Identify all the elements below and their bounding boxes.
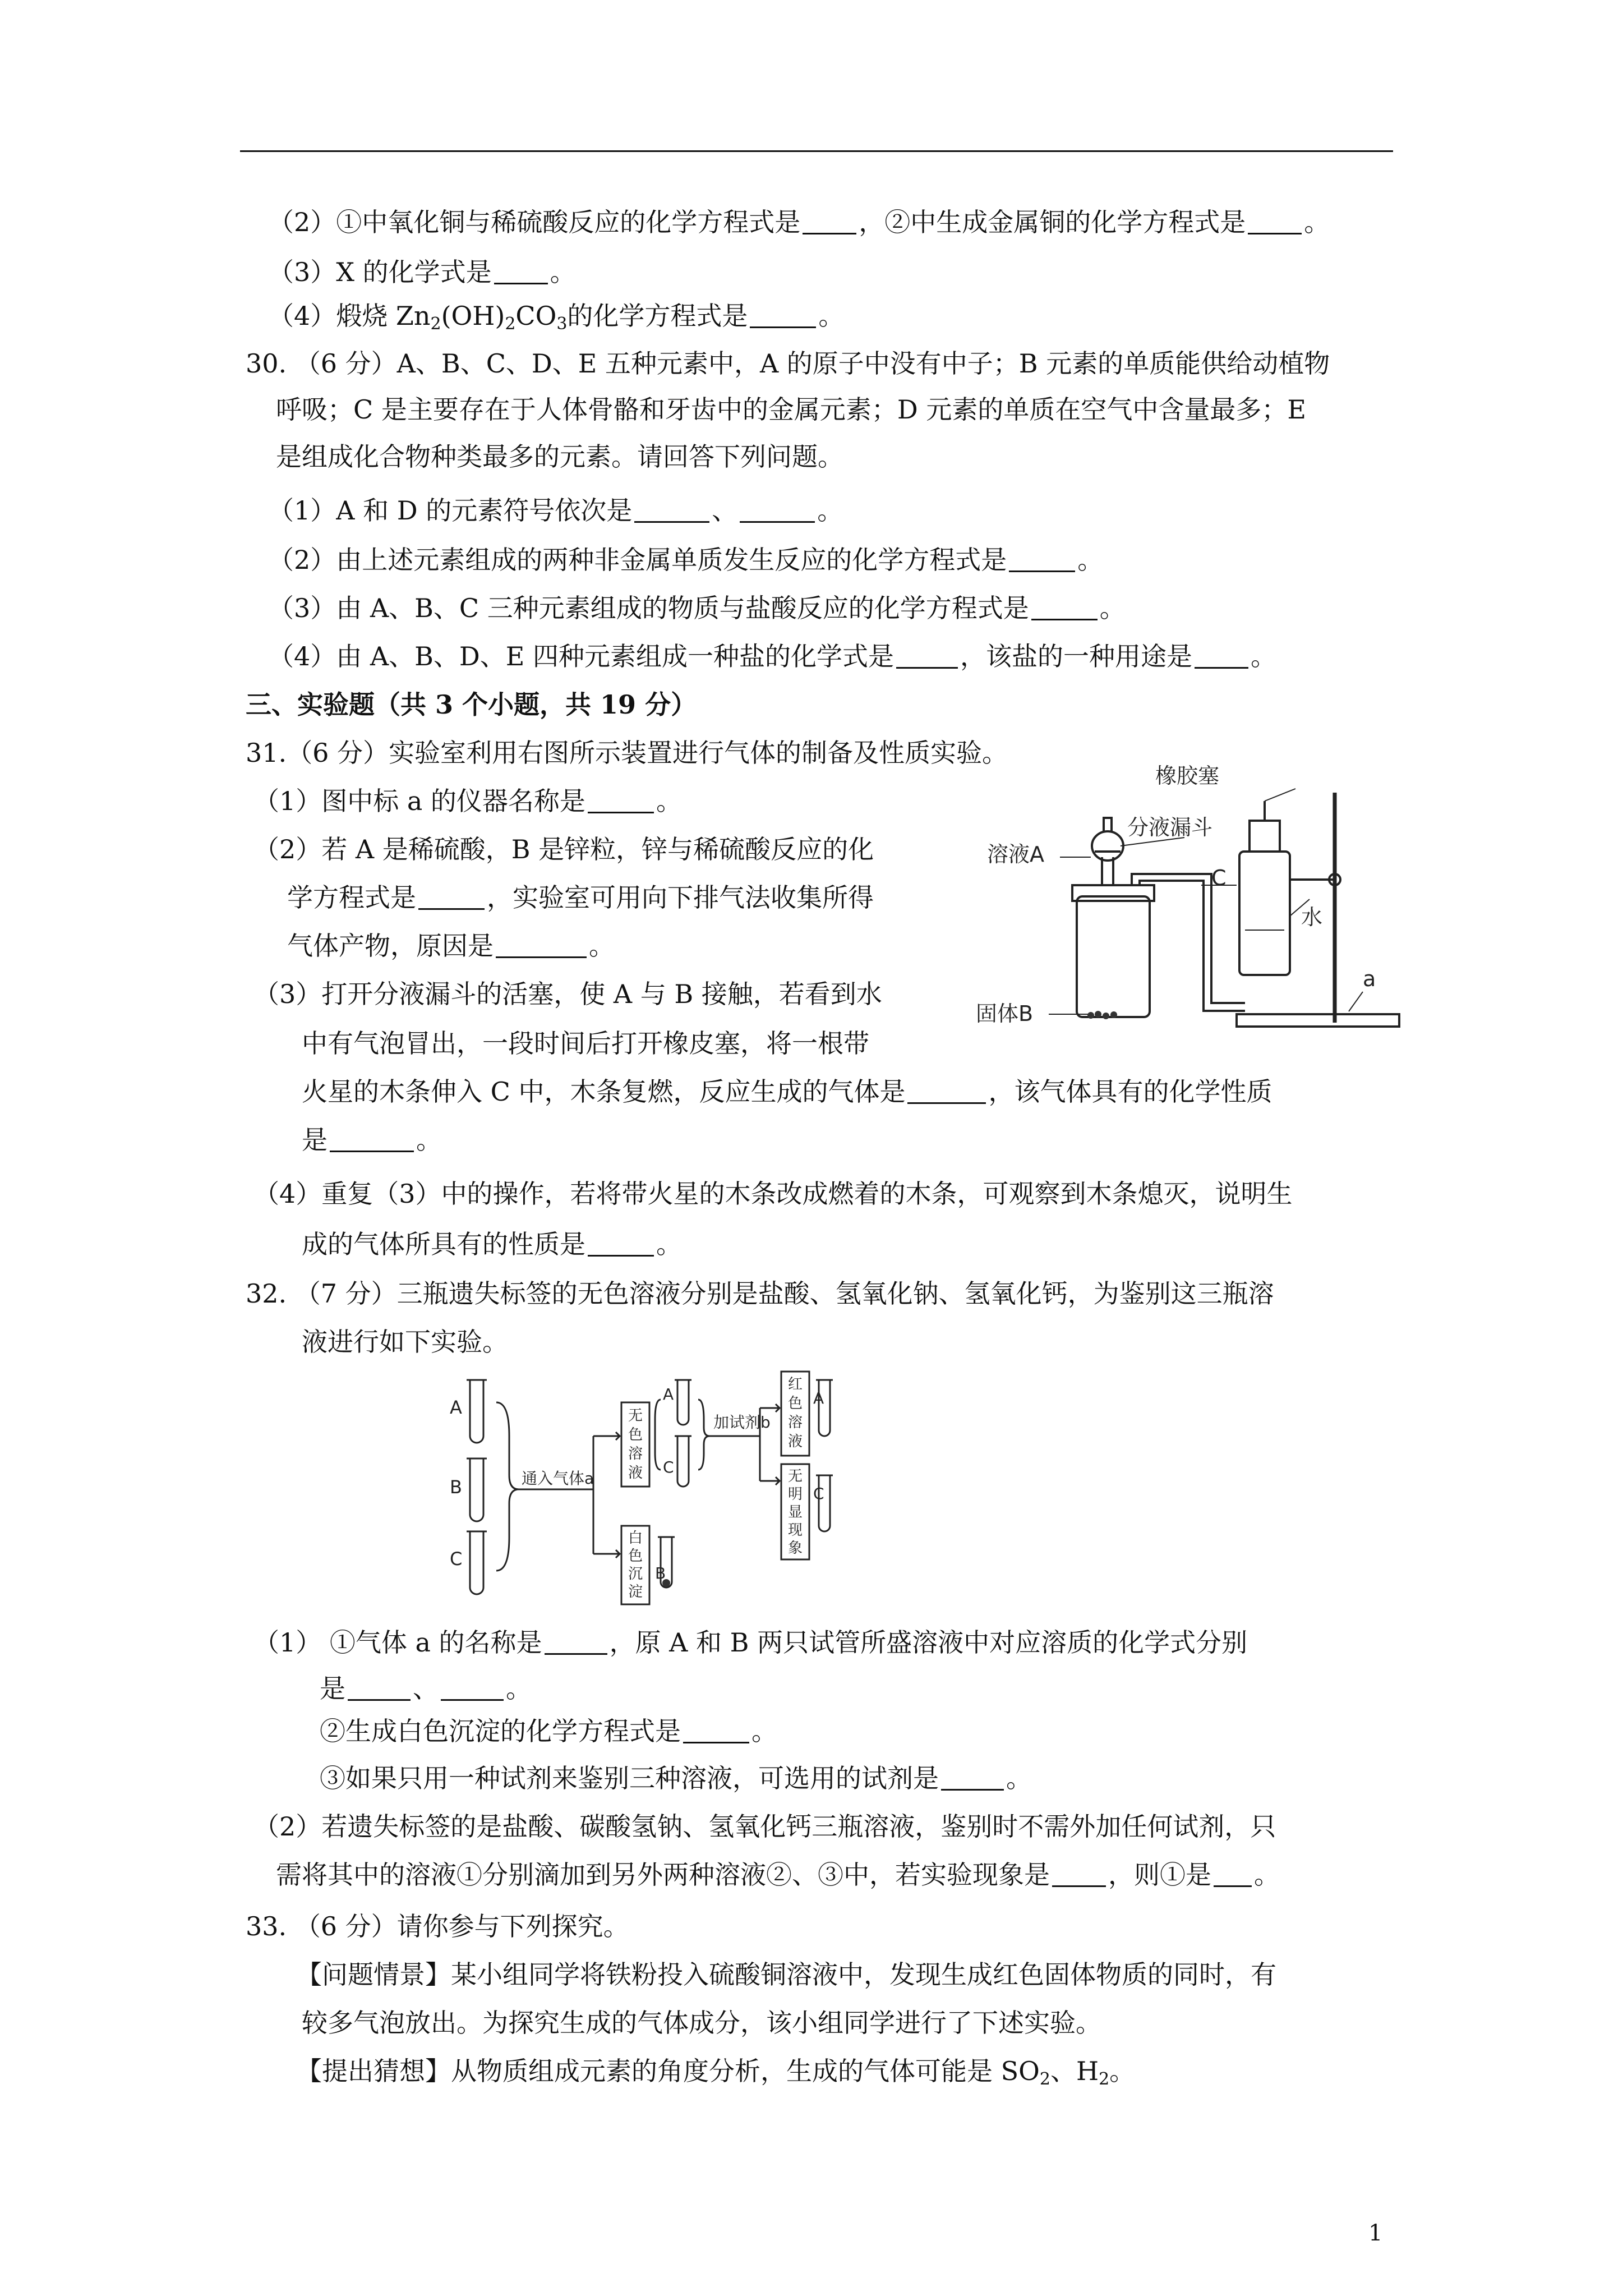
answer-blank [683,1717,749,1743]
svg-text:沉: 沉 [628,1566,643,1582]
q30-sub1: （1）A 和 D 的元素符号依次是 、 。 [268,495,843,526]
label-water: 水 [1301,905,1323,930]
q29-part4: （4）煅烧 $Zn_2(OH)_2CO_3$的化学方程式是 。 [268,301,845,334]
q33-stem: 33. （6 分）请你参与下列探究。 [246,1911,629,1941]
label-gas-a: 通入气体a [522,1469,594,1488]
svg-text:明: 明 [788,1486,803,1503]
q32-stem-line1: 32. （7 分）三瓶遗失标签的无色溶液分别是盐酸、氢氧化钠、氢氧化钙，为鉴别这三瓶溶 [246,1278,1274,1309]
tube-label-a: A [450,1397,462,1418]
label-rubber-stopper: 橡胶塞 [1155,763,1220,788]
q31-sub2-line1: （2）若 A 是稀硫酸，B 是锌粒，锌与稀硫酸反应的化 [253,834,874,864]
answer-blank [588,787,654,813]
svg-text:液: 液 [788,1433,803,1450]
q31-sub2-line2: 学方程式是 ，实验室可用向下排气法收集所得 [287,882,874,913]
answer-blank [441,1674,504,1701]
q32-sub1-line3: ②生成白色沉淀的化学方程式是 。 [320,1716,777,1746]
q32-sub1-line4: ③如果只用一种试剂来鉴别三种溶液，可选用的试剂是 。 [320,1763,1032,1793]
tube-label-b: B [450,1476,462,1498]
svg-text:无: 无 [788,1468,803,1485]
svg-text:液: 液 [628,1465,643,1481]
svg-text:溶: 溶 [628,1446,643,1462]
q32-stem-line2: 液进行如下实验。 [302,1327,508,1357]
q31-sub3-line1: （3）打开分液漏斗的活塞，使 A 与 B 接触，若看到水 [253,979,882,1009]
answer-blank [1195,642,1248,669]
svg-text:红: 红 [788,1376,803,1393]
q31-sub4-line1: （4）重复（3）中的操作，若将带火星的木条改成燃着的木条，可观察到木条熄灭，说明生 [253,1179,1293,1209]
q29-part2: （2）①中氧化铜与稀硫酸反应的化学方程式是 ，②中生成金属铜的化学方程式是 。 [268,207,1330,237]
q32-sub1-line1: （1） ①气体 a 的名称是 ，原 A 和 B 两只试管所盛溶液中对应溶质的化学式分别 [253,1627,1248,1658]
identification-flowchart [426,1369,931,1604]
svg-text:现: 现 [788,1522,803,1539]
q30-stem-line3: 是组成化合物种类最多的元素。请回答下列问题。 [276,441,843,472]
q31-sub2-line3: 气体产物，原因是 。 [287,931,615,961]
q31-sub3-line3: 火星的木条伸入 C 中，木条复燃，反应生成的气体是 ，该气体具有的化学性质 [302,1076,1272,1107]
svg-text:色: 色 [788,1395,803,1412]
answer-blank [750,302,816,328]
svg-text:色: 色 [628,1548,643,1565]
answer-blank [496,932,587,958]
section-heading: 三、实验题（共 3 个小题，共 19 分） [246,689,697,720]
q31-stem: 31.（6 分）实验室利用右图所示装置进行气体的制备及性质实验。 [246,738,1008,768]
answer-blank [1248,208,1302,234]
answer-blank [740,496,815,523]
svg-text:白: 白 [628,1530,643,1547]
tube-label-c: C [450,1548,463,1570]
answer-blank [896,642,958,669]
gas-apparatus-figure [976,763,1380,1031]
q30-stem-line2: 呼吸；C 是主要存在于人体骨骼和牙齿中的金属元素；D 元素的单质在空气中含量最多；E [276,394,1306,425]
svg-text:淀: 淀 [628,1584,643,1600]
q33-hypothesis: 【提出猜想】从物质组成元素的角度分析，生成的气体可能是 $SO_2$、$H_2$。 [296,2056,1136,2089]
tube-label-a-3: A [813,1389,824,1407]
label-solution-a: 溶液A [987,842,1044,867]
svg-text:象: 象 [788,1540,803,1557]
answer-blank [330,1126,414,1152]
answer-blank [1214,1861,1252,1887]
q32-sub1-line2: 是 、 。 [320,1673,532,1704]
svg-text:溶: 溶 [788,1414,803,1431]
q31-sub4-line2: 成的气体所具有的性质是 。 [302,1229,682,1259]
tube-label-a-2: A [663,1385,674,1404]
answer-blank [1031,594,1098,620]
answer-blank [348,1674,411,1701]
box-red-solution [788,1376,803,1450]
box-no-obvious-change [788,1468,803,1557]
q31-sub3-line4: 是 。 [302,1125,442,1155]
q33-problem-line2: 较多气泡放出。为探究生成的气体成分，该小组同学进行了下述实验。 [302,2008,1101,2038]
q30-sub3: （3）由 A、B、C 三种元素组成的物质与盐酸反应的化学方程式是 。 [268,593,1126,623]
page-number: 1 [1368,2220,1383,2246]
svg-text:显: 显 [788,1504,803,1521]
answer-blank [588,1230,654,1257]
svg-text:色: 色 [628,1427,643,1443]
label-separatory-funnel: 分液漏斗 [1127,815,1213,840]
q31-sub1: （1）图中标 a 的仪器名称是 。 [253,786,682,816]
tube-label-b-2: B [655,1564,666,1582]
tube-label-c-2: C [663,1458,674,1476]
q32-sub2-line1: （2）若遗失标签的是盐酸、碳酸氢钠、氢氧化钙三瓶溶液，鉴别时不需外加任何试剂，只 [253,1811,1276,1842]
answer-blank [1009,546,1075,572]
q31-sub3-line2: 中有气泡冒出，一段时间后打开橡皮塞，将一根带 [302,1028,869,1059]
tube-label-c-3: C [813,1484,824,1503]
label-solid-b: 固体B [976,1001,1034,1026]
answer-blank [803,208,856,234]
box-white-precipitate [628,1530,643,1600]
answer-blank [1052,1861,1106,1887]
answer-blank [634,496,709,523]
label-a: a [1363,967,1376,991]
q30-sub4: （4）由 A、B、D、E 四种元素组成一种盐的化学式是 ，该盐的一种用途是 。 [268,641,1276,671]
q30-stem-line1: 30. （6 分）A、B、C、D、E 五种元素中，A 的原子中没有中子；B 元素的单质能供给动植物 [246,348,1330,379]
label-reagent-b: 加试剂b [713,1413,771,1432]
header-rule [240,150,1393,152]
q32-sub2-line2: 需将其中的溶液①分别滴加到另外两种溶液②、③中，若实验现象是 ，则①是 。 [276,1860,1280,1890]
answer-blank [494,258,548,284]
q33-problem-line1: 【问题情景】某小组同学将铁粉投入硫酸铜溶液中，发现生成红色固体物质的同时，有 [296,1959,1276,1990]
answer-blank [418,884,485,910]
box-colorless-solution [628,1407,643,1481]
q29-part3: （3）X 的化学式是 。 [268,257,576,287]
svg-text:无: 无 [628,1407,643,1424]
answer-blank [545,1628,607,1655]
label-c: C [1211,866,1227,890]
answer-blank [907,1078,986,1104]
answer-blank [941,1764,1004,1791]
q30-sub2: （2）由上述元素组成的两种非金属单质发生反应的化学方程式是 。 [268,545,1104,575]
